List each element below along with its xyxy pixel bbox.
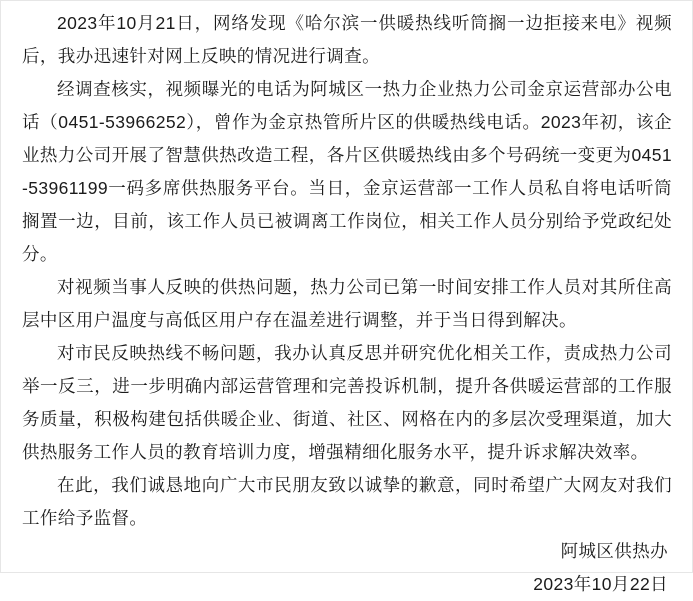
paragraph-improvement-measures: 对市民反映热线不畅问题，我办认真反思并研究优化相关工作，责成热力公司举一反三，进一步明确内部运营管理和完善投诉机制，提升各供暖运营部的工作服务质量，积极构建包括供暖企业、街道、社区、网格在内的多层次受理渠道，加大供热服务工作人员的教育培训力度，增强精细化服务水平，提升诉求解决效率。: [22, 343, 672, 462]
paragraph-intro: 2023年10月21日，网络发现《哈尔滨一供暖热线听筒搁一边拒接来电》视频后，我办迅速针对网上反映的情况进行调查。: [22, 13, 672, 66]
paragraph-investigation-findings: 经调查核实，视频曝光的电话为阿城区一热力企业热力公司金京运营部办公电话（0451-53966252），曾作为金京热管所片区的供暖热线电话。2023年初，该企业热力公司开展了智慧供热改造工程，各片区供暖热线由多个号码统一变更为0451-53961199一码多席供热服务平台。当日，金京运营部一工作人员私自将电话听筒搁置一边，目前，该工作人员已被调离工作岗位，相关工作人员分别给予党政纪处分。: [22, 79, 672, 264]
paragraph-apology: 在此，我们诚恳地向广大市民朋友致以诚挚的歉意，同时希望广大网友对我们工作给予监督。: [22, 475, 672, 528]
paragraph-heating-issue-resolution: 对视频当事人反映的供热问题，热力公司已第一时间安排工作人员对其所住高层中区用户温度与高低区用户存在温差进行调整，并于当日得到解决。: [22, 277, 672, 330]
statement-date: 2023年10月22日: [533, 574, 668, 594]
signature: 阿城区供热办: [560, 541, 668, 561]
